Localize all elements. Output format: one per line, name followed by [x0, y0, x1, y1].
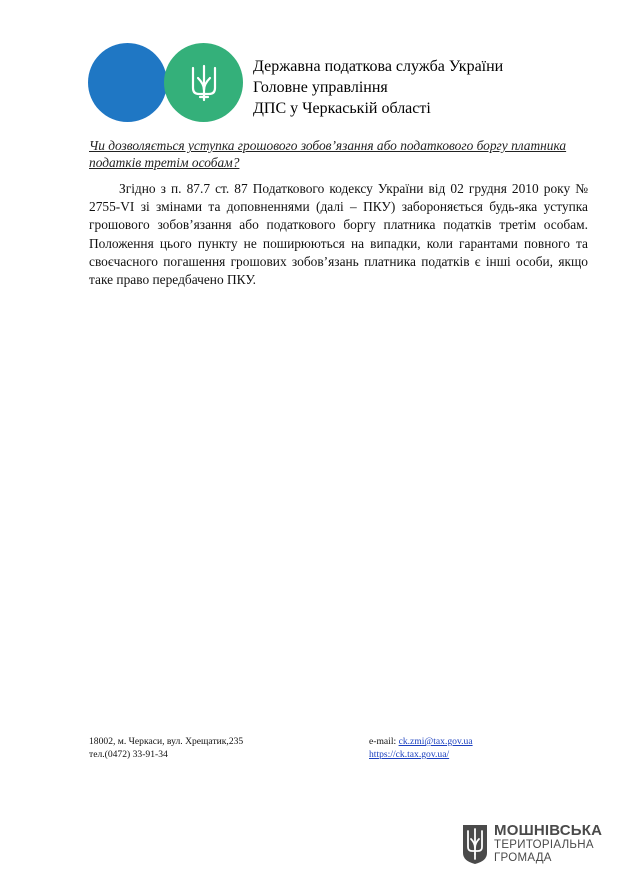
trident-icon: [461, 823, 489, 865]
community-line-2: ТЕРИТОРІАЛЬНА: [494, 839, 594, 851]
footer-online: [369, 735, 473, 761]
community-name: МОШНІВСЬКА: [494, 822, 603, 839]
logo-blue-circle: [88, 43, 167, 122]
logo-green-circle: [164, 43, 243, 122]
website-link[interactable]: https://ck.tax.gov.ua/: [369, 749, 450, 760]
org-line-2: Головне управління: [253, 79, 388, 96]
organization-name: [253, 56, 503, 119]
org-line-1: Державна податкова служба України: [253, 58, 504, 75]
footer-phone: тел.(0472) 33-91-34: [89, 749, 168, 760]
footer-address: 18002, м. Черкаси, вул. Хрещатик,235: [89, 736, 244, 747]
org-line-3: ДПС у Черкаській області: [253, 100, 431, 117]
question-heading: Чи дозволяється уступка грошового зобов’язання або податкового боргу платника податків третім особам?: [89, 138, 567, 170]
footer-contacts: [89, 735, 243, 761]
email-label: e-mail:: [369, 736, 399, 747]
email-link[interactable]: ck.zmi@tax.gov.ua: [398, 736, 473, 747]
answer-paragraph: Згідно з п. 87.7 ст. 87 Податкового кодексу України від 02 грудня 2010 року № 2755-VI зі змінами та доповненнями (далі – ПКУ) забороняється будь-яка уступка грошового зобов’язання або податкового боргу платника податків третім особам. Положення цього пункту не поширюються на випадки, коли гарантами повного та своєчасного погашення грошових зобов’язань платника податків є інші особи, якщо таке право передбачено ПКУ.: [89, 181, 588, 288]
footer-email-line: [369, 735, 473, 748]
trident-icon: [189, 64, 219, 102]
community-line-3: ГРОМАДА: [494, 851, 552, 864]
